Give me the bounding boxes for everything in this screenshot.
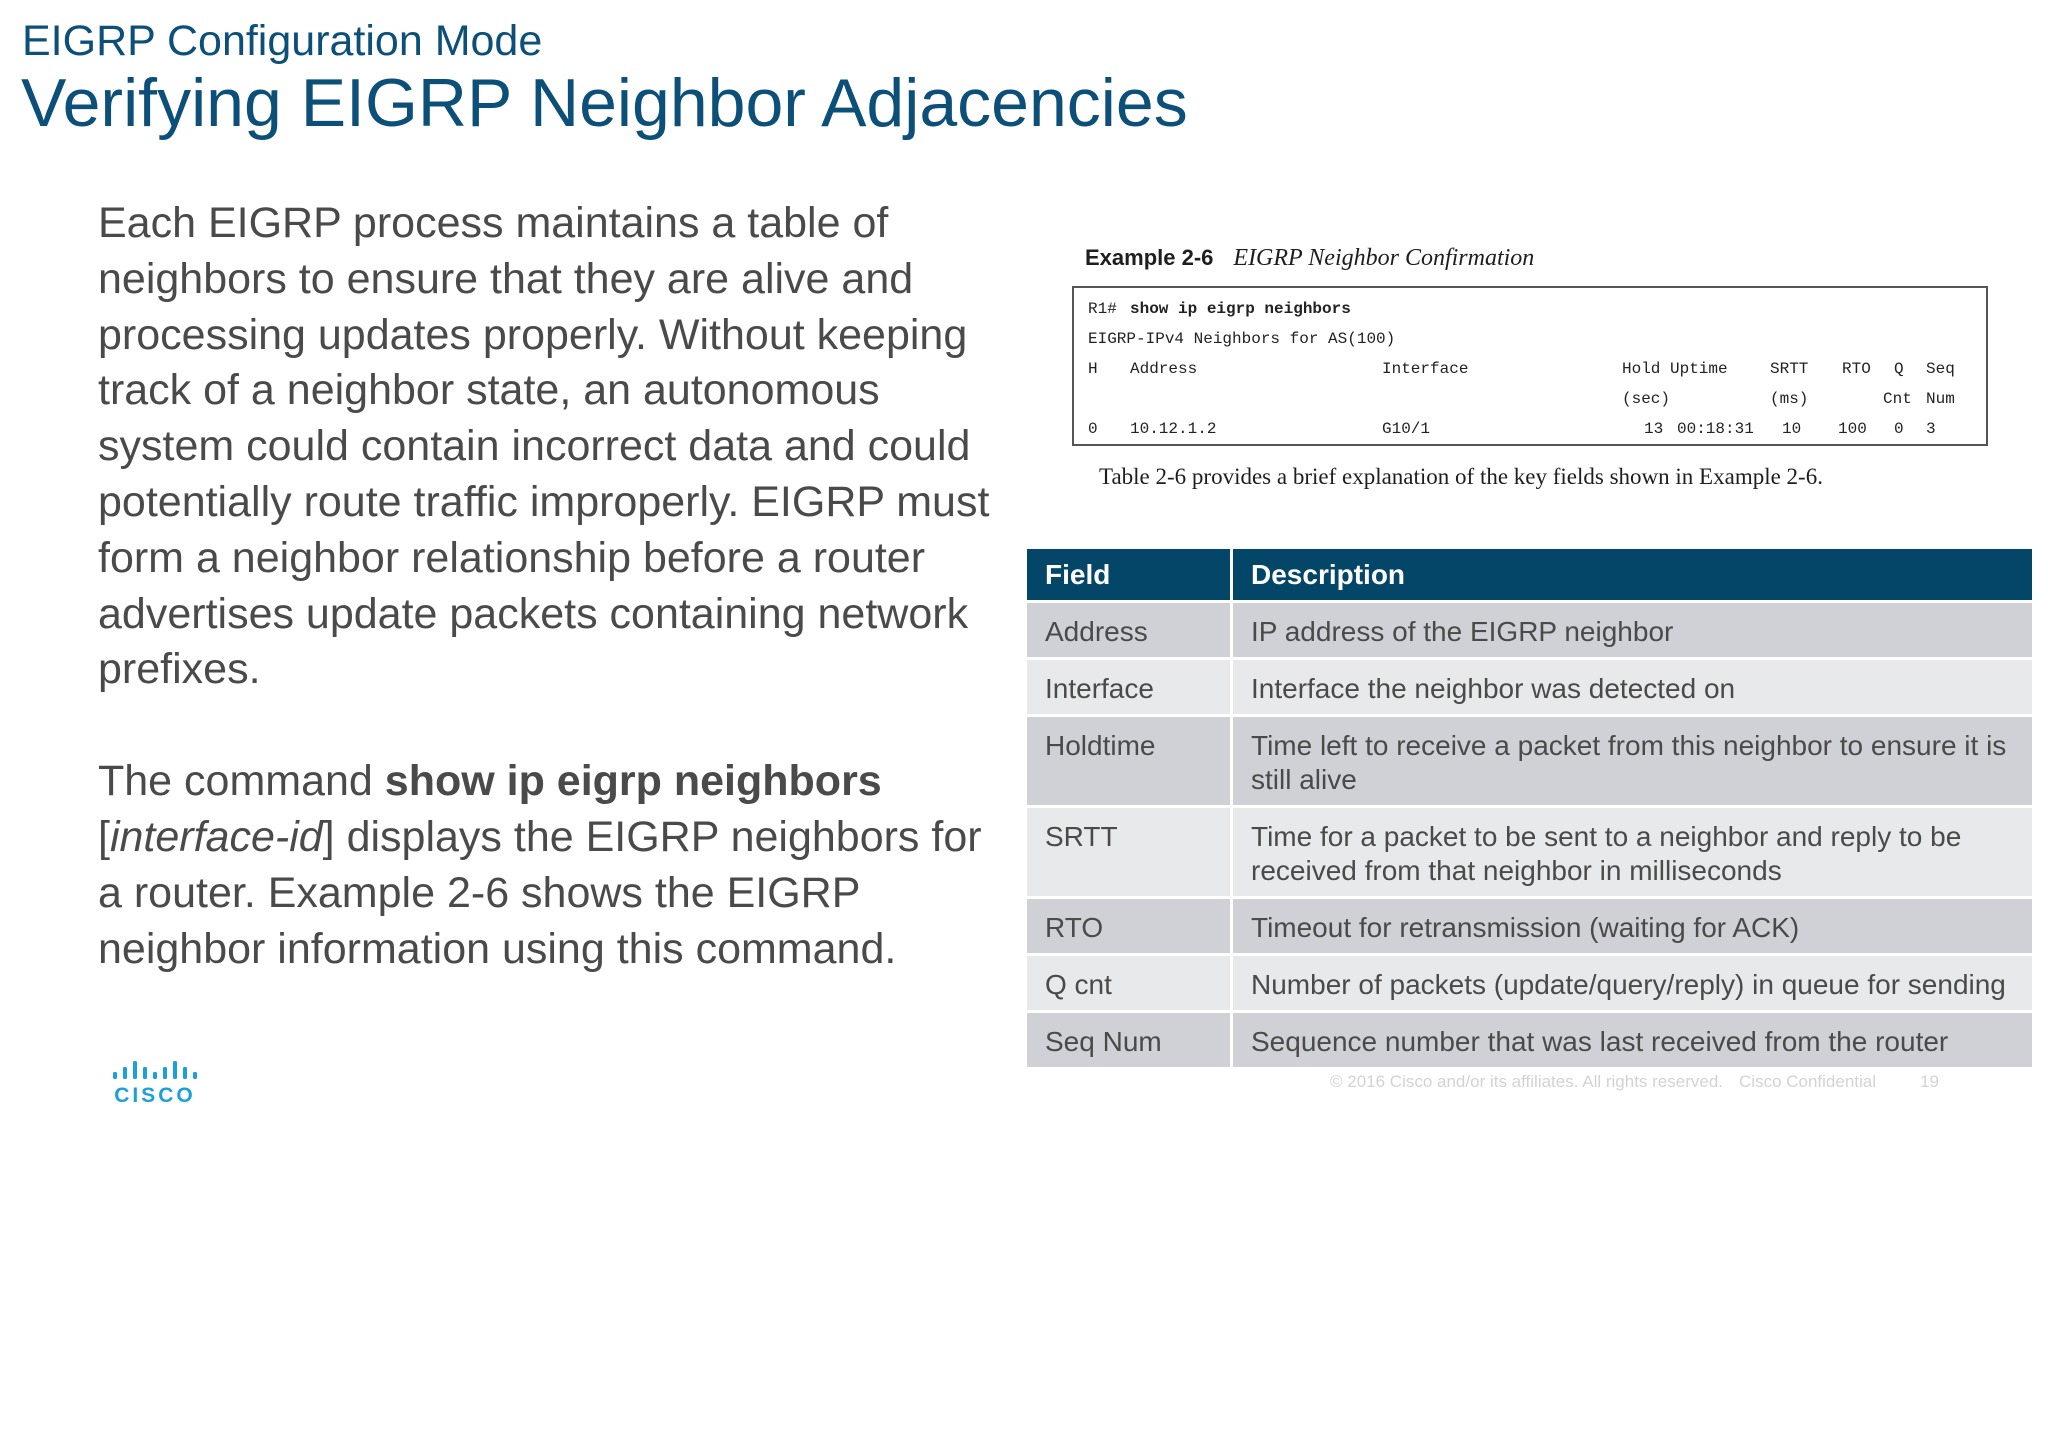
page-number: 19 xyxy=(1920,1072,1939,1091)
header-field: Field xyxy=(1027,549,1233,603)
cli-row-hold: 13 xyxy=(1644,420,1664,438)
command-argument: interface-id xyxy=(109,812,323,861)
cli-col-h: H xyxy=(1088,360,1098,378)
cli-prompt: R1# xyxy=(1088,300,1117,318)
cli-col-address: Address xyxy=(1130,360,1198,378)
section-title: EIGRP Configuration Mode xyxy=(22,17,543,65)
description-cell: Interface the neighbor was detected on xyxy=(1233,660,2032,717)
bracket-close: ] xyxy=(322,812,335,861)
cli-row-seq: 3 xyxy=(1926,420,1936,438)
cli-col-srtt: SRTT xyxy=(1770,360,1809,378)
table-row xyxy=(1027,660,2032,717)
cli-command-line xyxy=(1088,294,1978,324)
cli-row-srtt: 10 xyxy=(1782,420,1802,438)
description-cell: Number of packets (update/query/reply) in queue for sending xyxy=(1233,956,2032,1013)
cli-row-uptime: 00:18:31 xyxy=(1677,420,1754,438)
field-cell: RTO xyxy=(1027,899,1233,956)
cli-q-sub: Cnt xyxy=(1883,390,1912,408)
cli-srtt-unit: (ms) xyxy=(1770,390,1809,408)
description-cell: Time left to receive a packet from this neighbor to ensure it is still alive xyxy=(1233,717,2032,808)
table-row xyxy=(1027,1013,2032,1070)
table-row xyxy=(1027,956,2032,1013)
field-cell: Q cnt xyxy=(1027,956,1233,1013)
cli-hold-unit: (sec) xyxy=(1622,390,1671,408)
header-description: Description xyxy=(1233,549,2032,603)
description-cell: IP address of the EIGRP neighbor xyxy=(1233,603,2032,660)
cli-col-hold: Hold xyxy=(1622,360,1661,378)
footer xyxy=(1330,1072,1939,1092)
body-text xyxy=(98,196,998,977)
cisco-logo-text: CISCO xyxy=(114,1084,196,1107)
field-cell: Interface xyxy=(1027,660,1233,717)
cli-row-interface: G10/1 xyxy=(1382,420,1431,438)
footer-confidential: Cisco Confidential xyxy=(1739,1072,1877,1091)
cli-col-rto: RTO xyxy=(1842,360,1871,378)
field-cell: Seq Num xyxy=(1027,1013,1233,1070)
cli-command: show ip eigrp neighbors xyxy=(1130,300,1351,318)
cli-col-uptime: Uptime xyxy=(1670,360,1728,378)
footer-copyright: © 2016 Cisco and/or its affiliates. All rights reserved. xyxy=(1330,1072,1724,1091)
description-cell: Time for a packet to be sent to a neighbor and reply to be received from that neighbor in milliseconds xyxy=(1233,808,2032,899)
cli-seq-sub: Num xyxy=(1926,390,1955,408)
example-caption xyxy=(1085,245,1534,272)
cli-as-text: EIGRP-IPv4 Neighbors for AS(100) xyxy=(1088,330,1396,348)
table-row xyxy=(1027,808,2032,899)
field-description-table xyxy=(1027,549,2032,1070)
bracket-open: [ xyxy=(98,812,110,861)
cli-output-box xyxy=(1072,286,1988,446)
cli-col-q: Q xyxy=(1894,360,1904,378)
description-cell: Timeout for retransmission (waiting for ACK) xyxy=(1233,899,2032,956)
table-header-row xyxy=(1027,549,2032,603)
cisco-logo xyxy=(112,1060,198,1108)
command-paragraph-suffix: displays the EIGRP neighbors for a router. Example 2-6 shows the EIGRP neighbor information using this command. xyxy=(98,812,982,973)
field-cell: SRTT xyxy=(1027,808,1233,899)
cli-col-seq: Seq xyxy=(1926,360,1955,378)
cli-row-rto: 100 xyxy=(1838,420,1867,438)
field-cell: Address xyxy=(1027,603,1233,660)
cli-row-address: 10.12.1.2 xyxy=(1130,420,1217,438)
cli-col-interface: Interface xyxy=(1382,360,1469,378)
cli-row-h: 0 xyxy=(1088,420,1098,438)
intro-paragraph: Each EIGRP process maintains a table of neighbors to ensure that they are alive and processing updates properly. Without keeping track of a neighbor state, an autonomous system could contain incorrect data and could potentially route traffic improperly. EIGRP must form a neighbor relationship before a router advertises update packets containing network prefixes. xyxy=(98,199,990,694)
cisco-bridge-icon xyxy=(112,1060,198,1082)
example-label: Example 2-6 xyxy=(1085,245,1214,270)
command-name: show ip eigrp neighbors xyxy=(384,757,882,806)
cli-neighbor-row xyxy=(1088,414,1978,444)
page-title: Verifying EIGRP Neighbor Adjacencies xyxy=(21,65,1188,141)
table-intro: Table 2-6 provides a brief explanation of the key fields shown in Example 2-6. xyxy=(1099,464,1823,489)
field-cell: Holdtime xyxy=(1027,717,1233,808)
cli-header-line xyxy=(1088,354,1978,384)
table-row xyxy=(1027,899,2032,956)
description-cell: Sequence number that was last received from the router xyxy=(1233,1013,2032,1070)
example-title: EIGRP Neighbor Confirmation xyxy=(1233,245,1535,271)
cli-header-units-line xyxy=(1088,384,1978,414)
command-paragraph xyxy=(98,754,998,977)
command-paragraph-prefix: The command xyxy=(98,757,385,806)
table-row xyxy=(1027,603,2032,660)
cli-row-q: 0 xyxy=(1894,420,1904,438)
table-row xyxy=(1027,717,2032,808)
cli-as-line xyxy=(1088,324,1978,354)
